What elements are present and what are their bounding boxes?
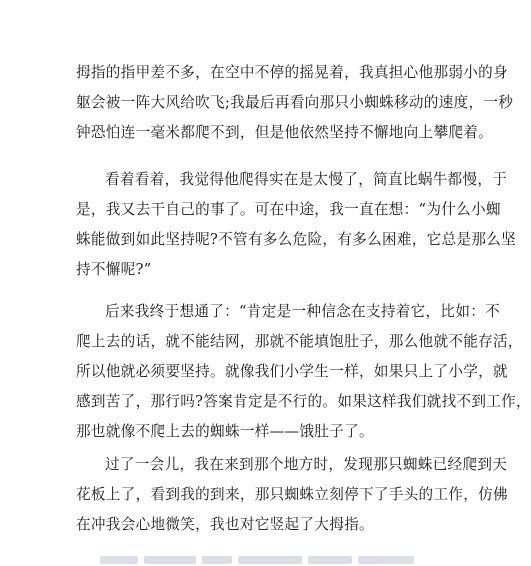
- watermark-mark: [144, 556, 196, 564]
- paragraph-line: 过了一会儿，我在来到那个地方时，发现那只蜘蛛已经爬到天: [105, 456, 508, 473]
- paragraph-line: 感到苦了，那行吗?答案肯定是不行的。如果这样我们就找不到工作，: [76, 393, 531, 410]
- paragraph-line: 后来我终于想通了：“肯定是一种信念在支持着它，比如：不: [105, 303, 501, 320]
- paragraph-line: 蛛能做到如此坚持呢?不管有多么危险，有多么困难，它总是那么坚: [76, 231, 517, 248]
- paragraph-line: 那也就像不爬上去的蜘蛛一样——饿肚子了。: [76, 423, 374, 440]
- paragraph-3: [76, 297, 531, 447]
- paragraph-line: 拇指的指甲差不多，在空中不停的摇晃着，我真担心他那弱小的身: [76, 64, 508, 81]
- paragraph-line: 在冲我会心地微笑，我也对它竖起了大拇指。: [76, 516, 374, 533]
- faded-footer-watermark: [100, 552, 440, 566]
- paragraph-line: 爬上去的话，就不能结网，那就不能填饱肚子，那么他就不能存活，: [76, 333, 523, 350]
- watermark-mark: [202, 556, 232, 564]
- paragraph-line: 持不懈呢?”: [76, 261, 152, 278]
- paragraph-line: 是，我又去干自己的事了。可在中途，我一直在想：“为什么小蜘: [76, 201, 501, 218]
- watermark-mark: [100, 556, 138, 564]
- paragraph-1: [76, 58, 514, 148]
- watermark-mark: [238, 556, 302, 564]
- watermark-mark: [308, 556, 352, 564]
- paragraph-line: 看着看着，我觉得他爬得实在是太慢了，简直比蜗牛都慢，于: [105, 171, 508, 188]
- paragraph-2: [76, 165, 517, 285]
- paragraph-line: 所以他就必须要坚持。就像我们小学生一样，如果只上了小学，就: [76, 363, 508, 380]
- paragraph-line: 花板上了，看到我的到来，那只蜘蛛立刻停下了手头的工作，仿佛: [76, 486, 508, 503]
- paragraph-line: 钟恐怕连一毫米都爬不到，但是他依然坚持不懈地向上攀爬着。: [76, 124, 494, 141]
- watermark-mark: [358, 556, 414, 564]
- paragraph-line: 躯会被一阵大风给吹飞;我最后再看向那只小蜘蛛移动的速度，一秒: [76, 94, 514, 111]
- paragraph-4: [76, 450, 508, 540]
